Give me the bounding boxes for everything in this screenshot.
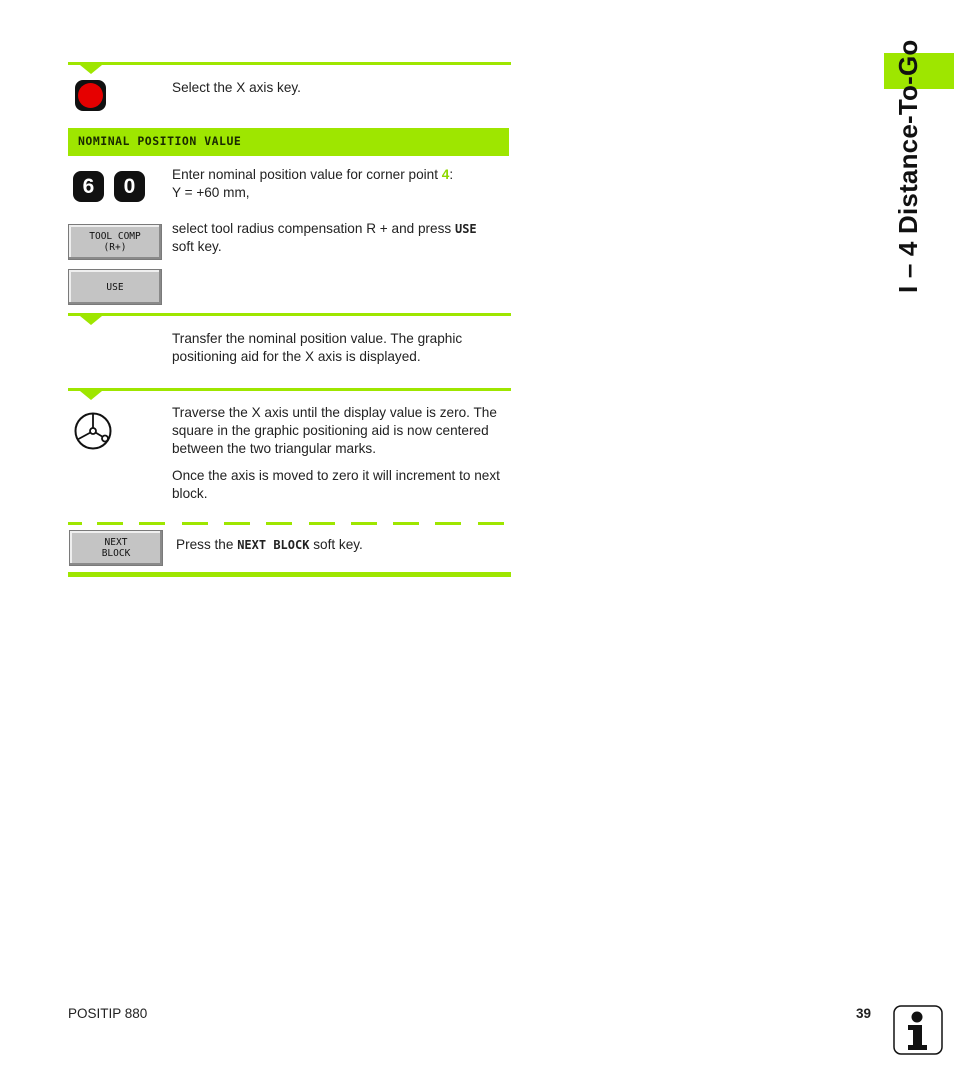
enter-nominal-colon: : bbox=[449, 167, 454, 182]
section-divider bbox=[68, 388, 511, 391]
press-text: Press the bbox=[176, 537, 238, 552]
next-block-sub-label: BLOCK bbox=[101, 548, 131, 559]
red-axis-key-icon[interactable] bbox=[75, 80, 106, 111]
handwheel-icon bbox=[73, 411, 113, 451]
use-label: USE bbox=[106, 281, 124, 293]
step-text-once-moved: Once the axis is moved to zero it will increment to next block. bbox=[172, 468, 500, 501]
next-block-label: NEXT bbox=[104, 537, 128, 548]
digit-key-6[interactable]: 6 bbox=[73, 171, 104, 202]
corner-point-number: 4 bbox=[441, 167, 450, 182]
tool-radius-post: soft key. bbox=[172, 239, 222, 254]
use-key-ref: USE bbox=[454, 222, 477, 236]
step-text-press-next bbox=[176, 536, 516, 554]
dialog-banner bbox=[68, 128, 509, 156]
step-text-select-x: Select the X axis key. bbox=[172, 80, 301, 95]
tool-comp-label: TOOL COMP bbox=[89, 231, 141, 242]
step-arrow-icon bbox=[80, 391, 102, 400]
step-text-traverse: Traverse the X axis until the display value is zero. The square in the graphic positioning aid is now centered between the two triangular marks. bbox=[172, 405, 497, 456]
section-divider bbox=[68, 62, 511, 65]
press-post: soft key. bbox=[309, 537, 363, 552]
step-text-transfer: Transfer the nominal position value. The graphic positioning aid for the X axis is displayed. bbox=[172, 331, 463, 364]
step-arrow-icon bbox=[80, 316, 102, 325]
section-end-bar bbox=[68, 572, 511, 577]
tool-radius-text: select tool radius compensation R + and press bbox=[172, 221, 455, 236]
footer-product: POSITIP 880 bbox=[68, 1006, 148, 1021]
step-arrow-icon bbox=[80, 65, 102, 74]
next-block-key-ref: NEXT BLOCK bbox=[237, 538, 310, 552]
chapter-title: I – 4 Distance-To-Go bbox=[893, 39, 923, 293]
digit-key-0[interactable]: 0 bbox=[114, 171, 145, 202]
tool-comp-sub-label: (R+) bbox=[103, 242, 127, 253]
page-number: 39 bbox=[856, 1006, 872, 1021]
tool-comp-softkey[interactable] bbox=[68, 224, 162, 260]
step-text-enter-nominal bbox=[172, 166, 512, 202]
use-softkey[interactable] bbox=[68, 269, 162, 305]
next-block-softkey[interactable] bbox=[69, 530, 163, 566]
info-icon bbox=[893, 1005, 943, 1055]
enter-nominal-text: Enter nominal position value for corner point bbox=[172, 167, 442, 182]
step-text-tool-radius bbox=[172, 220, 512, 256]
section-divider bbox=[68, 313, 511, 316]
enter-nominal-value: Y = +60 mm, bbox=[172, 185, 250, 200]
banner-label: NOMINAL POSITION VALUE bbox=[78, 134, 242, 148]
